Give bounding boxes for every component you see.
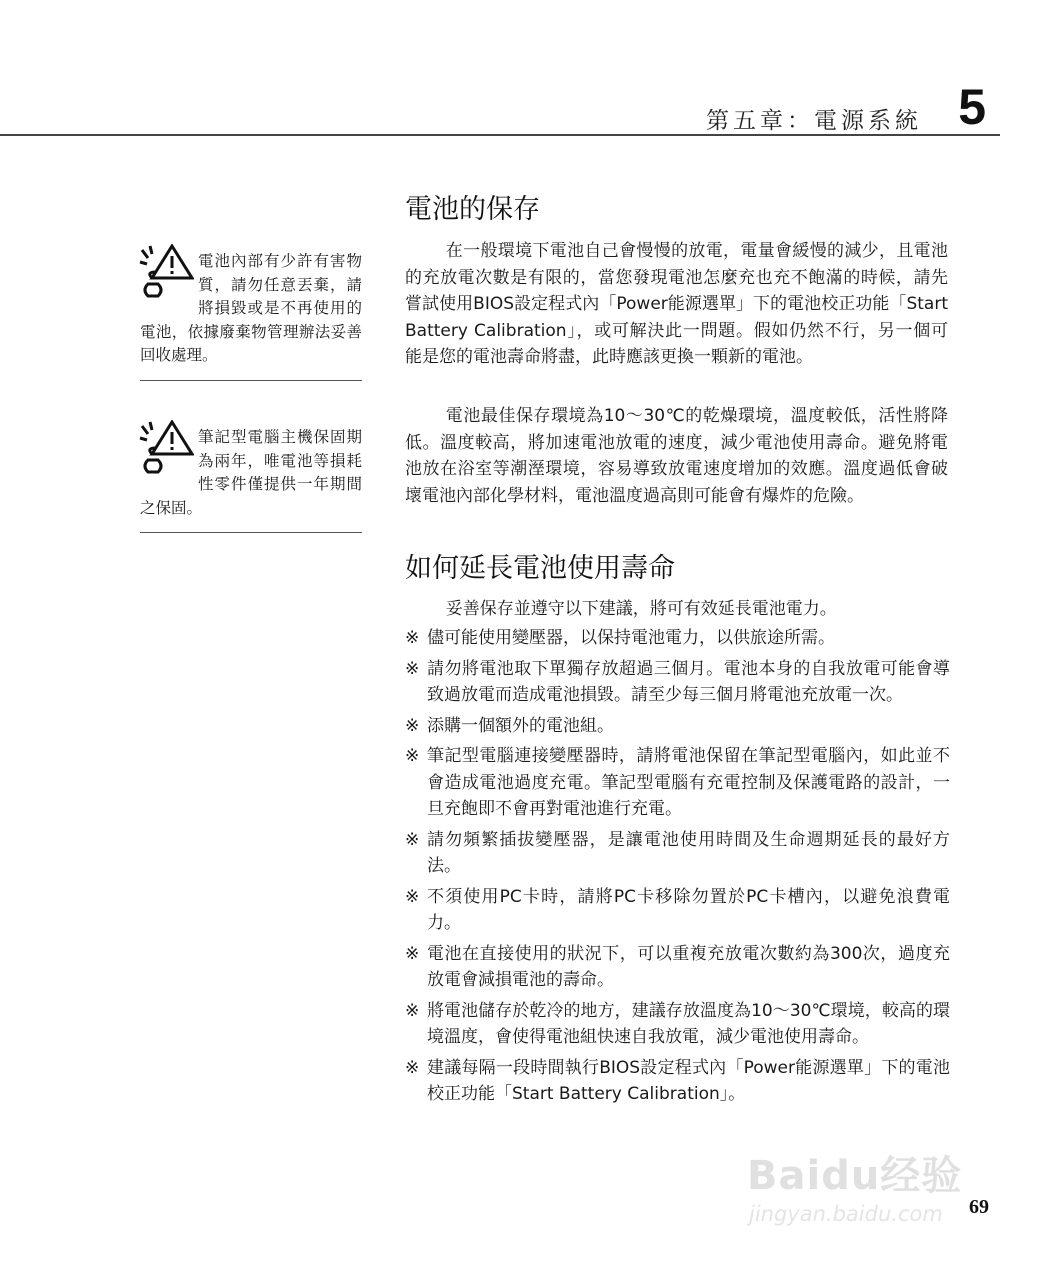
warning-hand-icon (138, 244, 194, 304)
reference-mark: ※ (405, 628, 420, 648)
baidu-watermark (747, 1140, 997, 1240)
sidebar-note-1 (140, 250, 362, 381)
list-item (405, 827, 950, 880)
sidebar-note-text: 筆記型電腦主機保固期為兩年，唯電池等損耗性零件僅提供一年期間之保固。 (140, 428, 362, 517)
sidebar-note-text: 電池內部有少許有害物質，請勿任意丟棄，請將損毀或是不再使用的電池，依據廢棄物管理辦法妥善回收處理。 (140, 252, 362, 364)
list-item (405, 713, 950, 740)
reference-mark: ※ (405, 1057, 420, 1078)
list-item-text: 筆記型電腦連接變壓器時，請將電池保留在筆記型電腦內，如此並不會造成電池過度充電。筆記型電腦有充電控制及保護電路的設計，一旦充飽即不會再對電池進行充電。 (427, 746, 950, 819)
section-title-battery-storage: 電池的保存 (405, 194, 540, 225)
tips-list (405, 625, 950, 1112)
page-number: 69 (969, 1196, 989, 1218)
reference-mark: ※ (405, 829, 420, 850)
reference-mark: ※ (405, 746, 420, 766)
list-item-text: 建議每隔一段時間執行BIOS設定程式內「Power能源選單」下的電池校正功能「Start Battery Calibration」。 (427, 1057, 950, 1104)
list-item-text: 不須使用PC卡時，請將PC卡移除勿置於PC卡槽內，以避免浪費電力。 (427, 886, 950, 933)
paragraph: 電池最佳保存環境為10～30℃的乾燥環境，溫度較低，活性將降低。溫度較高，將加速電池放電的速度，減少電池使用壽命。避免將電池放在浴室等潮溼環境，容易導致放電速度增加的效應。溫度過低會破壞電池內部化學材料，電池溫度過高則可能會有爆炸的危險。 (405, 406, 948, 506)
list-item-text: 添購一個額外的電池組。 (427, 715, 614, 736)
warning-hand-icon (138, 420, 194, 480)
list-item (405, 625, 950, 652)
list-item (405, 656, 950, 709)
list-item-text: 請勿將電池取下單獨存放超過三個月。電池本身的自我放電可能會導致過放電而造成電池損毀。請至少每三個月將電池充放電一次。 (427, 658, 950, 705)
list-item-text: 儘可能使用變壓器，以保持電池電力，以供旅途所需。 (427, 628, 835, 648)
reference-mark: ※ (405, 1000, 420, 1021)
chapter-title: 第五章：電源系統 (706, 108, 922, 134)
list-item (405, 743, 950, 823)
watermark-brand: Baidu经验 (747, 1153, 963, 1199)
list-item (405, 1055, 950, 1108)
watermark-url: jingyan.baidu.com (749, 1202, 943, 1226)
reference-mark: ※ (405, 658, 420, 679)
list-item (405, 941, 950, 994)
list-item-text: 電池在直接使用的狀況下，可以重複充放電次數約為300次，過度充放電會減損電池的壽命。 (427, 943, 950, 990)
chapter-number: 5 (958, 79, 986, 135)
list-item (405, 884, 950, 937)
section-intro: 妥善保存並遵守以下建議，將可有效延長電池電力。 (445, 599, 837, 619)
reference-mark: ※ (405, 715, 420, 736)
reference-mark: ※ (405, 943, 420, 964)
list-item (405, 998, 950, 1051)
list-item-text: 將電池儲存於乾冷的地方，建議存放溫度為10～30℃環境，較高的環境溫度，會使得電池組快速自我放電，減少電池使用壽命。 (427, 1000, 950, 1047)
list-item-text: 請勿頻繁插拔變壓器，是讓電池使用時間及生命週期延長的最好方法。 (427, 829, 950, 876)
paragraph: 在一般環境下電池自己會慢慢的放電，電量會緩慢的減少，且電池的充放電次數是有限的，當您發現電池怎麼充也充不飽滿的時候，請先嘗試使用BIOS設定程式內「Power能源選單」下的電池校正功能「Start Battery Calibration」，或可解決此一問題。假如仍然不行，另一個可能是您的電池壽命將盡，此時應該更換一顆新的電池。 (405, 241, 948, 367)
sidebar-note-2 (140, 426, 362, 533)
chapter-header (0, 79, 1000, 136)
section-title-extend-battery-life: 如何延長電池使用壽命 (405, 553, 675, 584)
reference-mark: ※ (405, 886, 420, 907)
